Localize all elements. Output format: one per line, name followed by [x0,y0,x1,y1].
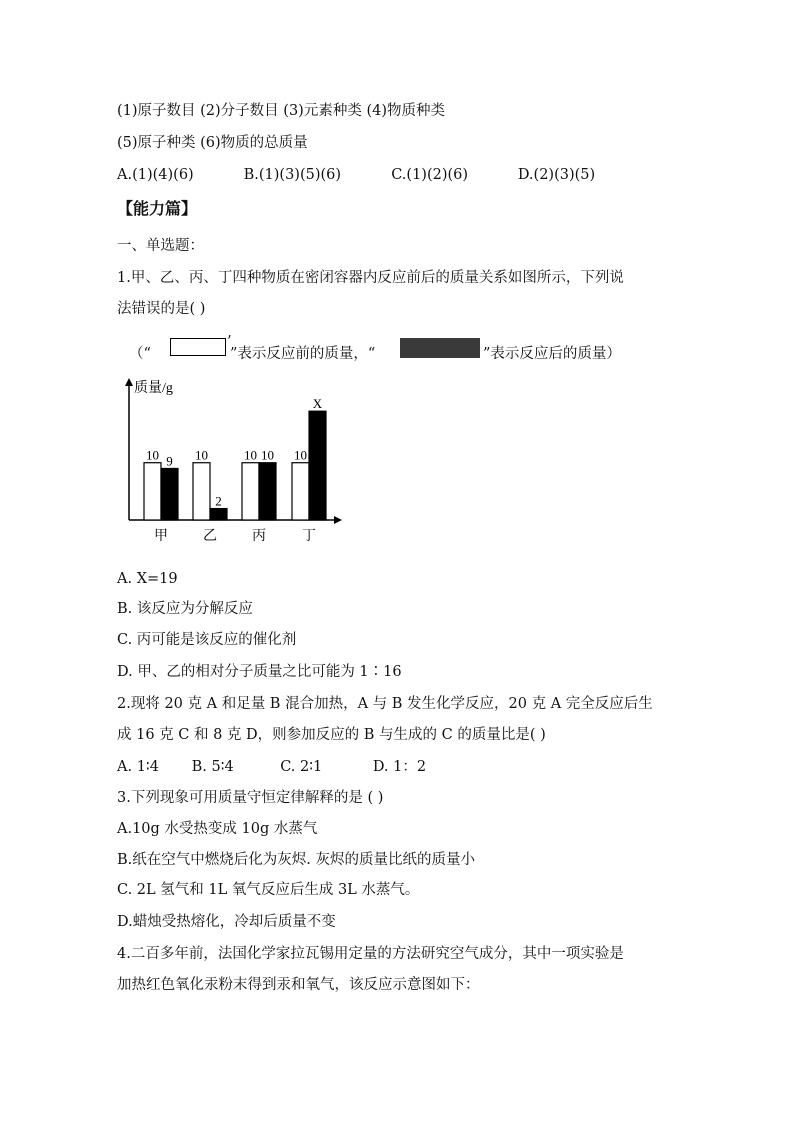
q2-option-b: B. 5∶4 [191,759,234,775]
bar-before-3 [242,463,259,520]
q4-stem-line2: 加热红色氧化汞粉末得到汞和氧气，该反应示意图如下： [117,977,480,993]
bar-after-1 [161,468,178,520]
bar-value-label-after-1: 9 [166,453,173,469]
bar-value-label-after-2: 2 [215,493,222,509]
q2-stem-line1: 2.现将 20 克 A 和足量 B 混合加热，A 与 B 发生化学反应，20 克 A 完全反应后生 [117,696,653,712]
bar-before-4 [292,463,309,520]
q1-option-d: D. 甲、乙的相对分子质量之比可能为 1∶16 [117,664,402,680]
legend-apostrophe: ’ [227,334,232,350]
q3-option-d: D.蜡烛受热熔化，冷却后质量不变 [117,914,336,930]
x-tick-label-3: 丙 [252,528,266,544]
q1-option-c: C. 丙可能是该反应的催化剂 [117,632,297,648]
bar-before-1 [144,463,161,520]
q1-option-a: A. X=19 [117,571,178,587]
x-tick-label-1: 甲 [154,528,168,544]
legend-after-caption: ”表示反应后的质量） [483,346,621,362]
prev-question-row2: (5)原子种类 (6)物质的总质量 [117,135,308,151]
q2-stem-line2: 成 16 克 C 和 8 克 D，则参加反应的 B 与生成的 C 的质量比是( ) [117,727,546,743]
bar-value-label-before-4: 10 [294,447,307,463]
q2-options [117,757,426,777]
bar-value-label-before-1: 10 [146,447,159,463]
q2-option-c: C. 2∶1 [280,759,323,775]
q1-stem-line2: 法错误的是( ) [117,301,206,317]
x-axis-arrow [334,516,342,524]
section-subtitle: 一、单选题： [117,238,204,254]
q4-stem-line1: 4.二百多年前，法国化学家拉瓦锡用定量的方法研究空气成分，其中一项实验是 [117,946,624,962]
q2-option-d: D. 1：2 [372,759,427,775]
bar-value-label-after-4: X [312,396,323,412]
bar-after-4 [309,411,326,520]
legend-before-swatch [170,338,226,356]
q3-option-b: B.纸在空气中燃烧后化为灰烬. 灰烬的质量比纸的质量小 [117,852,475,868]
x-tick-label-4: 丁 [302,528,316,544]
bar-value-label-after-3: 10 [261,447,274,463]
prev-option-a: A.(1)(4)(6) [117,167,194,183]
bar-after-2 [210,509,227,520]
q3-stem: 3.下列现象可用质量守恒定律解释的是 ( ) [117,790,384,806]
q2-option-a: A. 1∶4 [117,759,159,775]
q1-stem-line1: 1.甲、乙、丙、丁四种物质在密闭容器内反应前后的质量关系如图所示，下列说 [117,270,624,286]
bar-before-2 [193,463,210,520]
y-axis-arrow [125,378,133,386]
prev-option-c: C.(1)(2)(6) [391,167,469,183]
prev-question-row1: (1)原子数目 (2)分子数目 (3)元素种类 (4)物质种类 [117,103,445,119]
prev-option-d: D.(2)(3)(5) [517,167,596,183]
legend-after-swatch [400,338,480,358]
q3-option-c: C. 2L 氢气和 1L 氧气反应后生成 3L 水蒸气。 [117,882,420,898]
y-axis-label: 质量/g [134,381,173,396]
q1-option-b: B. 该反应为分解反应 [117,601,253,617]
prev-question-options [117,165,595,185]
legend-before-caption: ”表示反应前的质量，“ [230,346,376,362]
x-tick-label-2: 乙 [203,528,217,544]
bar-value-label-before-3: 10 [244,447,257,463]
section-title: 【能力篇】 [117,199,198,218]
bar-after-3 [259,463,276,520]
mass-bar-chart [117,370,357,550]
q3-option-a: A.10g 水受热变成 10g 水蒸气 [117,821,318,837]
legend-open-quote: （“ [129,346,151,362]
prev-option-b: B.(1)(3)(5)(6) [243,167,342,183]
bar-value-label-before-2: 10 [195,447,208,463]
